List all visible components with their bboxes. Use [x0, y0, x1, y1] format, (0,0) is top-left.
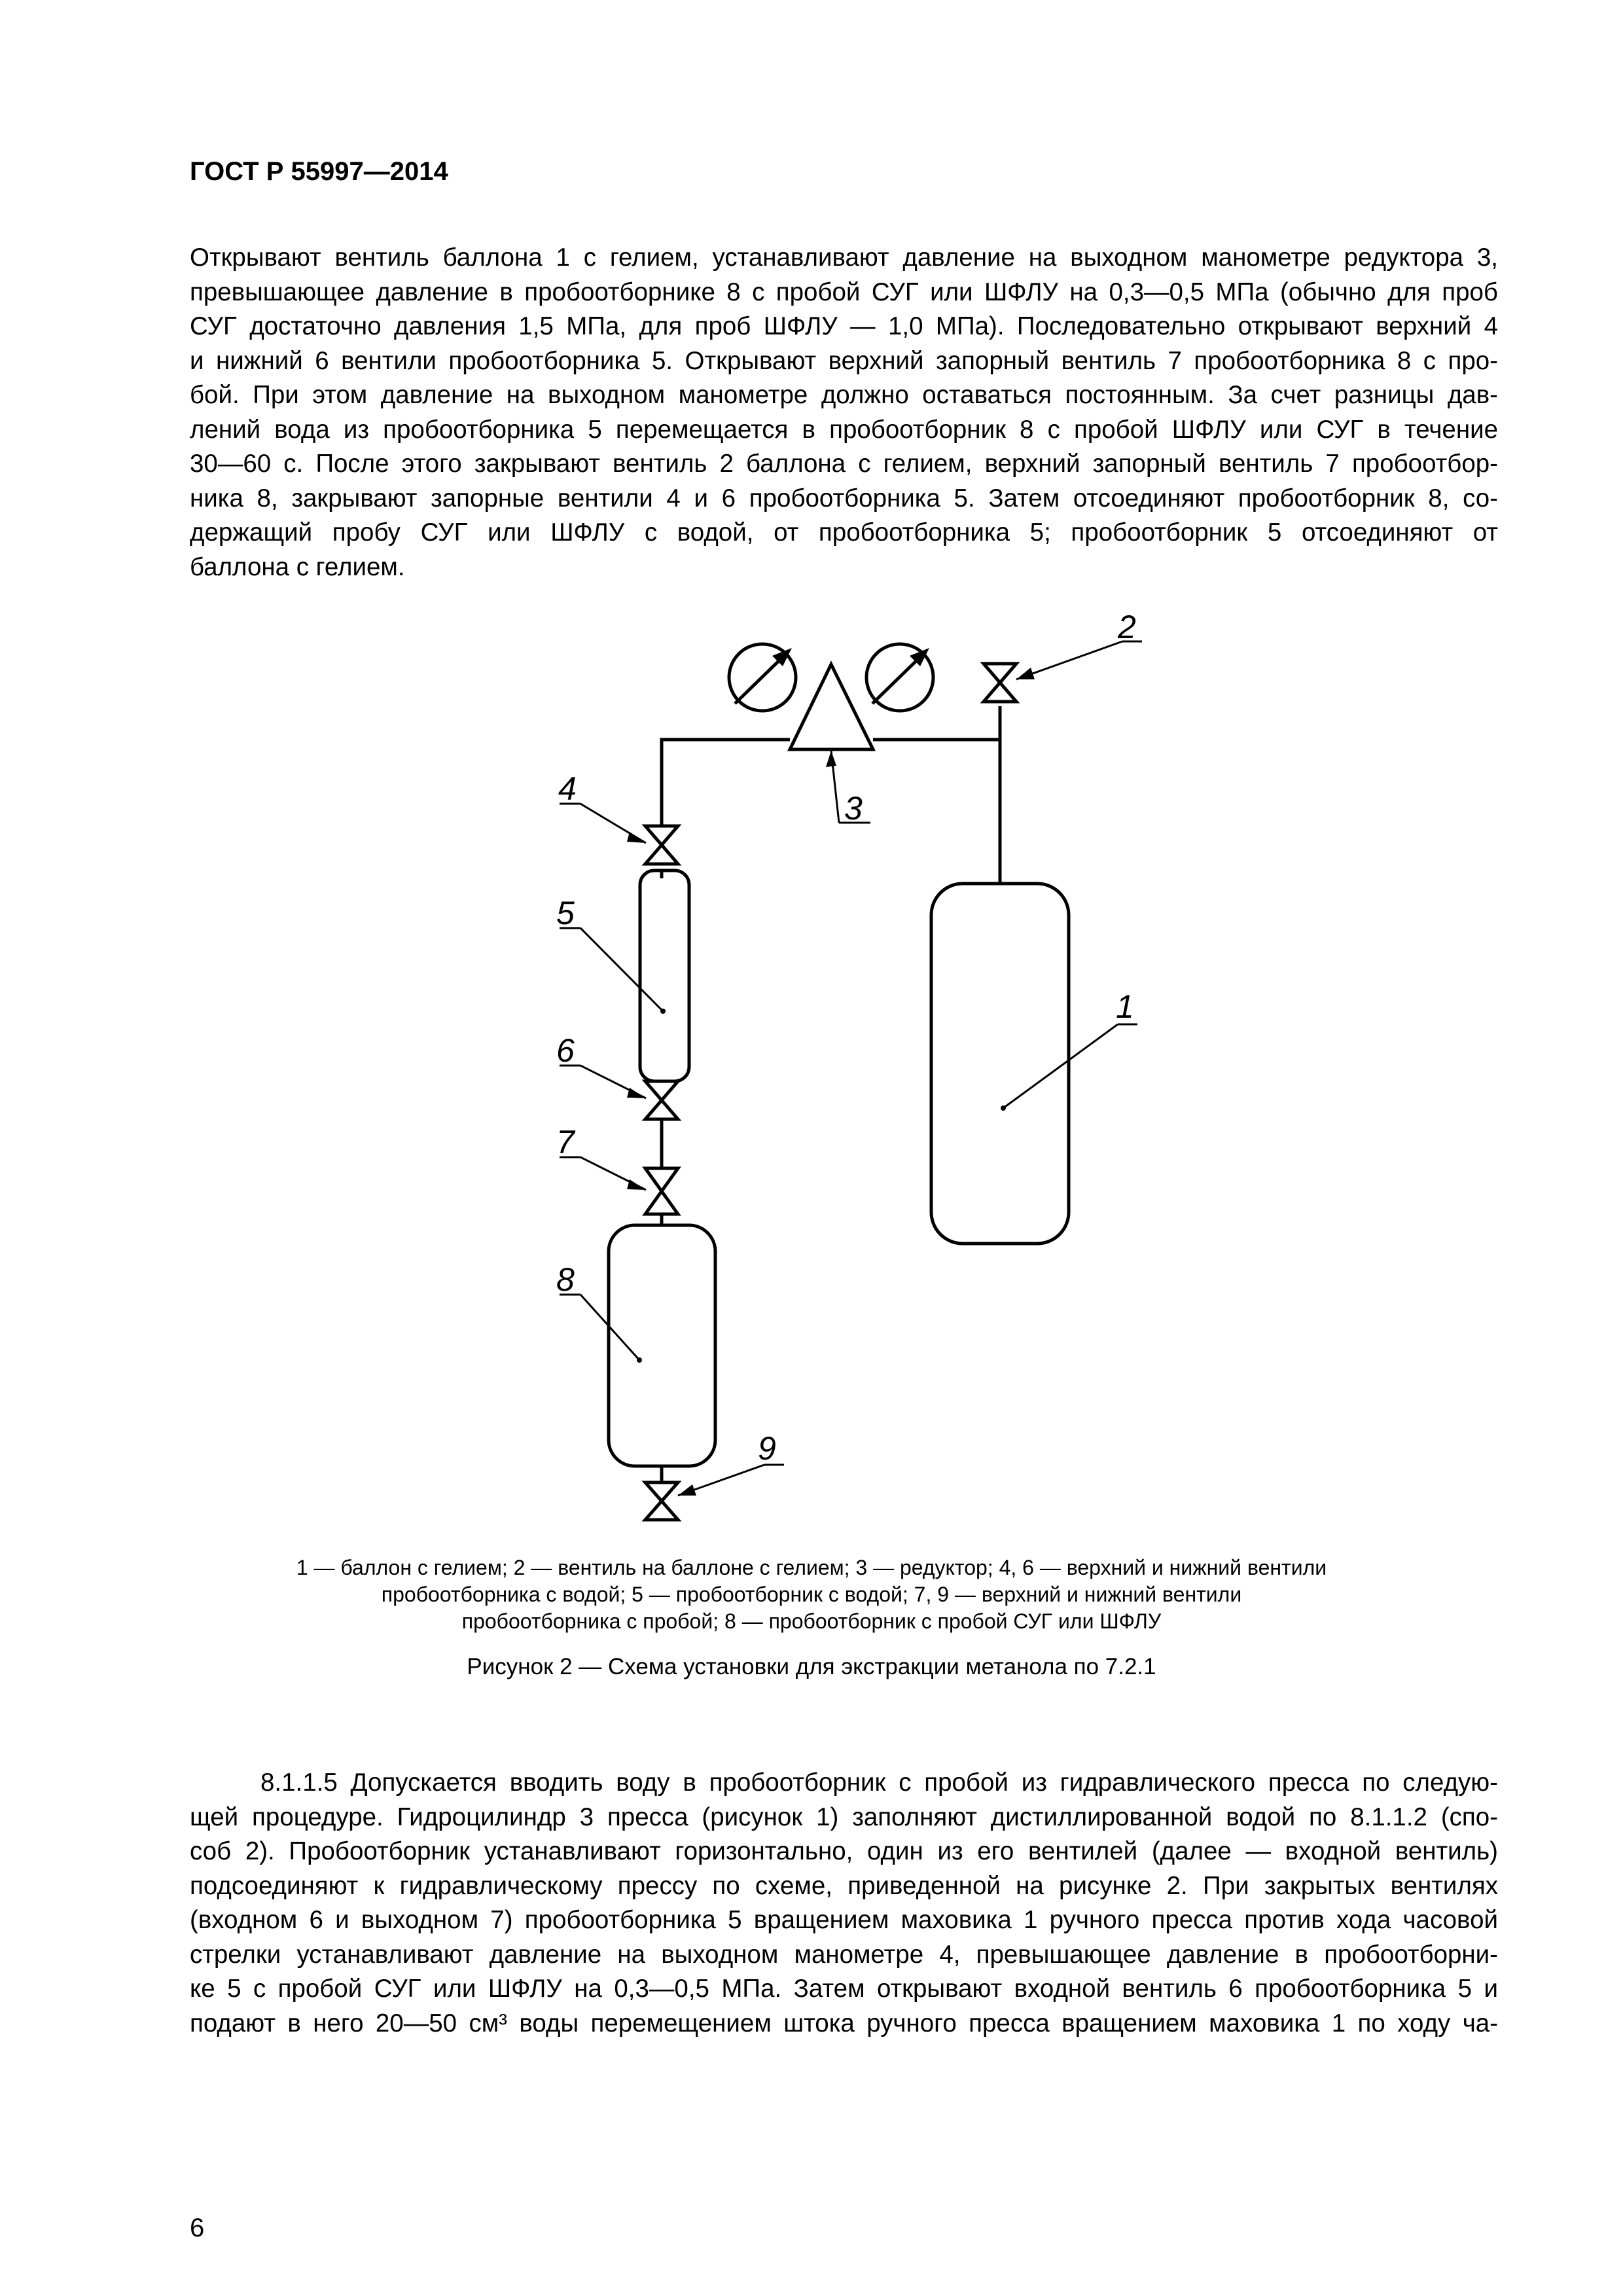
valve-6: [645, 1081, 678, 1119]
label-3: 3: [844, 790, 863, 827]
text-line: подают в него 20—50 см³ воды перемещением штока ручного пресса вращением маховика 1 по ходу ча-: [190, 2009, 1498, 2037]
right-gauge: [866, 644, 933, 711]
reducer-3: [790, 664, 873, 749]
sampler-8: [609, 1225, 715, 1466]
text-line: бой. При этом давление на выходном манометре должно оставаться постоянным. За счет разницы дав-: [190, 381, 1498, 409]
document-header: ГОСТ Р 55997—2014: [190, 157, 448, 186]
leader-4: [560, 804, 646, 843]
text-line: соб 2). Пробоотборник устанавливают горизонтально, один из его вентилей (далее — входной вентиль): [190, 1837, 1498, 1865]
leader-7: [560, 1157, 646, 1190]
legend-line: пробоотборника с водой; 5 — пробоотборник с водой; 7, 9 — верхний и нижний вентили: [381, 1583, 1242, 1606]
text-line: превышающее давление в пробоотборнике 8 с пробой СУГ или ШФЛУ на 0,3—0,5 МПа (обычно для проб: [190, 278, 1498, 306]
label-5: 5: [556, 895, 575, 931]
text-line: держащий пробу СУГ или ШФЛУ с водой, от пробоотборника 5; пробоотборник 5 отсоединяют от: [190, 518, 1498, 547]
leader-8: [560, 1295, 642, 1363]
label-1: 1: [1116, 988, 1134, 1025]
text-line: 30—60 с. После этого закрывают вентиль 2 баллона с гелием, верхний запорный вентиль 7 пробоотбор-: [190, 450, 1498, 478]
text-line: лений вода из пробоотборника 5 перемещается в пробоотборник 8 с пробой ШФЛУ или СУГ в течение: [190, 415, 1498, 444]
label-9: 9: [758, 1430, 776, 1467]
figure-caption: Рисунок 2 — Схема установки для экстракции метанола по 7.2.1: [467, 1654, 1156, 1679]
left-gauge: [729, 644, 796, 711]
leader-6: [560, 1066, 646, 1098]
valve-2: [984, 664, 1016, 702]
text-line: Открывают вентиль баллона 1 с гелием, устанавливают давление на выходном манометре редуктора 3,: [190, 243, 1498, 272]
helium-cylinder-1: [931, 884, 1069, 1244]
text-line: и нижний 6 вентили пробоотборника 5. Открывают верхний запорный вентиль 7 пробоотборника 8 с про-: [190, 346, 1498, 375]
text-line: 8.1.1.5 Допускается вводить воду в пробоотборник с пробой из гидравлического пресса по следую-: [260, 1768, 1498, 1797]
text-line: щей процедуре. Гидроцилиндр 3 пресса (рисунок 1) заполняют дистиллированной водой по 8.1.1.2 (спо-: [190, 1803, 1498, 1831]
paragraph-2: [190, 1766, 1498, 2041]
label-2: 2: [1118, 609, 1136, 645]
text-line: СУГ достаточно давления 1,5 МПа, для проб ШФЛУ — 1,0 МПа). Последовательно открывают верхний 4: [190, 312, 1498, 340]
label-6: 6: [556, 1032, 575, 1069]
text-line: ника 8, закрывают запорные вентили 4 и 6 пробоотборника 5. Затем отсоединяют пробоотборник 8, со-: [190, 484, 1498, 512]
text-line: подсоединяют к гидравлическому прессу по схеме, приведенной на рисунке 2. При закрытых вентилях: [190, 1871, 1498, 1900]
label-4: 4: [558, 770, 577, 807]
label-7: 7: [556, 1124, 575, 1160]
leader-5: [560, 928, 666, 1014]
figure-legend: [288, 1554, 1335, 1635]
valve-7: [645, 1168, 678, 1214]
legend-line: 1 — баллон с гелием; 2 — вентиль на баллоне с гелием; 3 — редуктор; 4, 6 — верхний и нижний вентили: [296, 1556, 1327, 1579]
text-line: баллона с гелием.: [190, 552, 405, 581]
sampler-5: [640, 870, 689, 1081]
label-8: 8: [556, 1261, 575, 1298]
pipe-left: [662, 740, 790, 826]
leader-2: [1016, 641, 1142, 679]
valve-9: [645, 1482, 678, 1520]
valve-4: [645, 826, 678, 864]
legend-line: пробоотборника с пробой; 8 — пробоотборник с пробой СУГ или ШФЛУ: [461, 1609, 1162, 1633]
text-line: (входном 6 и выходном 7) пробоотборника 5 вращением маховика 1 ручного пресса против хода часовой: [190, 1906, 1498, 1934]
text-line: стрелки устанавливают давление на выходном манометре 4, превышающее давление в пробоотборни-: [190, 1940, 1498, 1969]
leader-9: [678, 1465, 784, 1496]
page-number: 6: [190, 2214, 205, 2242]
text-line: ке 5 с пробой СУГ или ШФЛУ на 0,3—0,5 МПа. Затем открывают входной вентиль 6 пробоотборника 5 и: [190, 1975, 1498, 2003]
